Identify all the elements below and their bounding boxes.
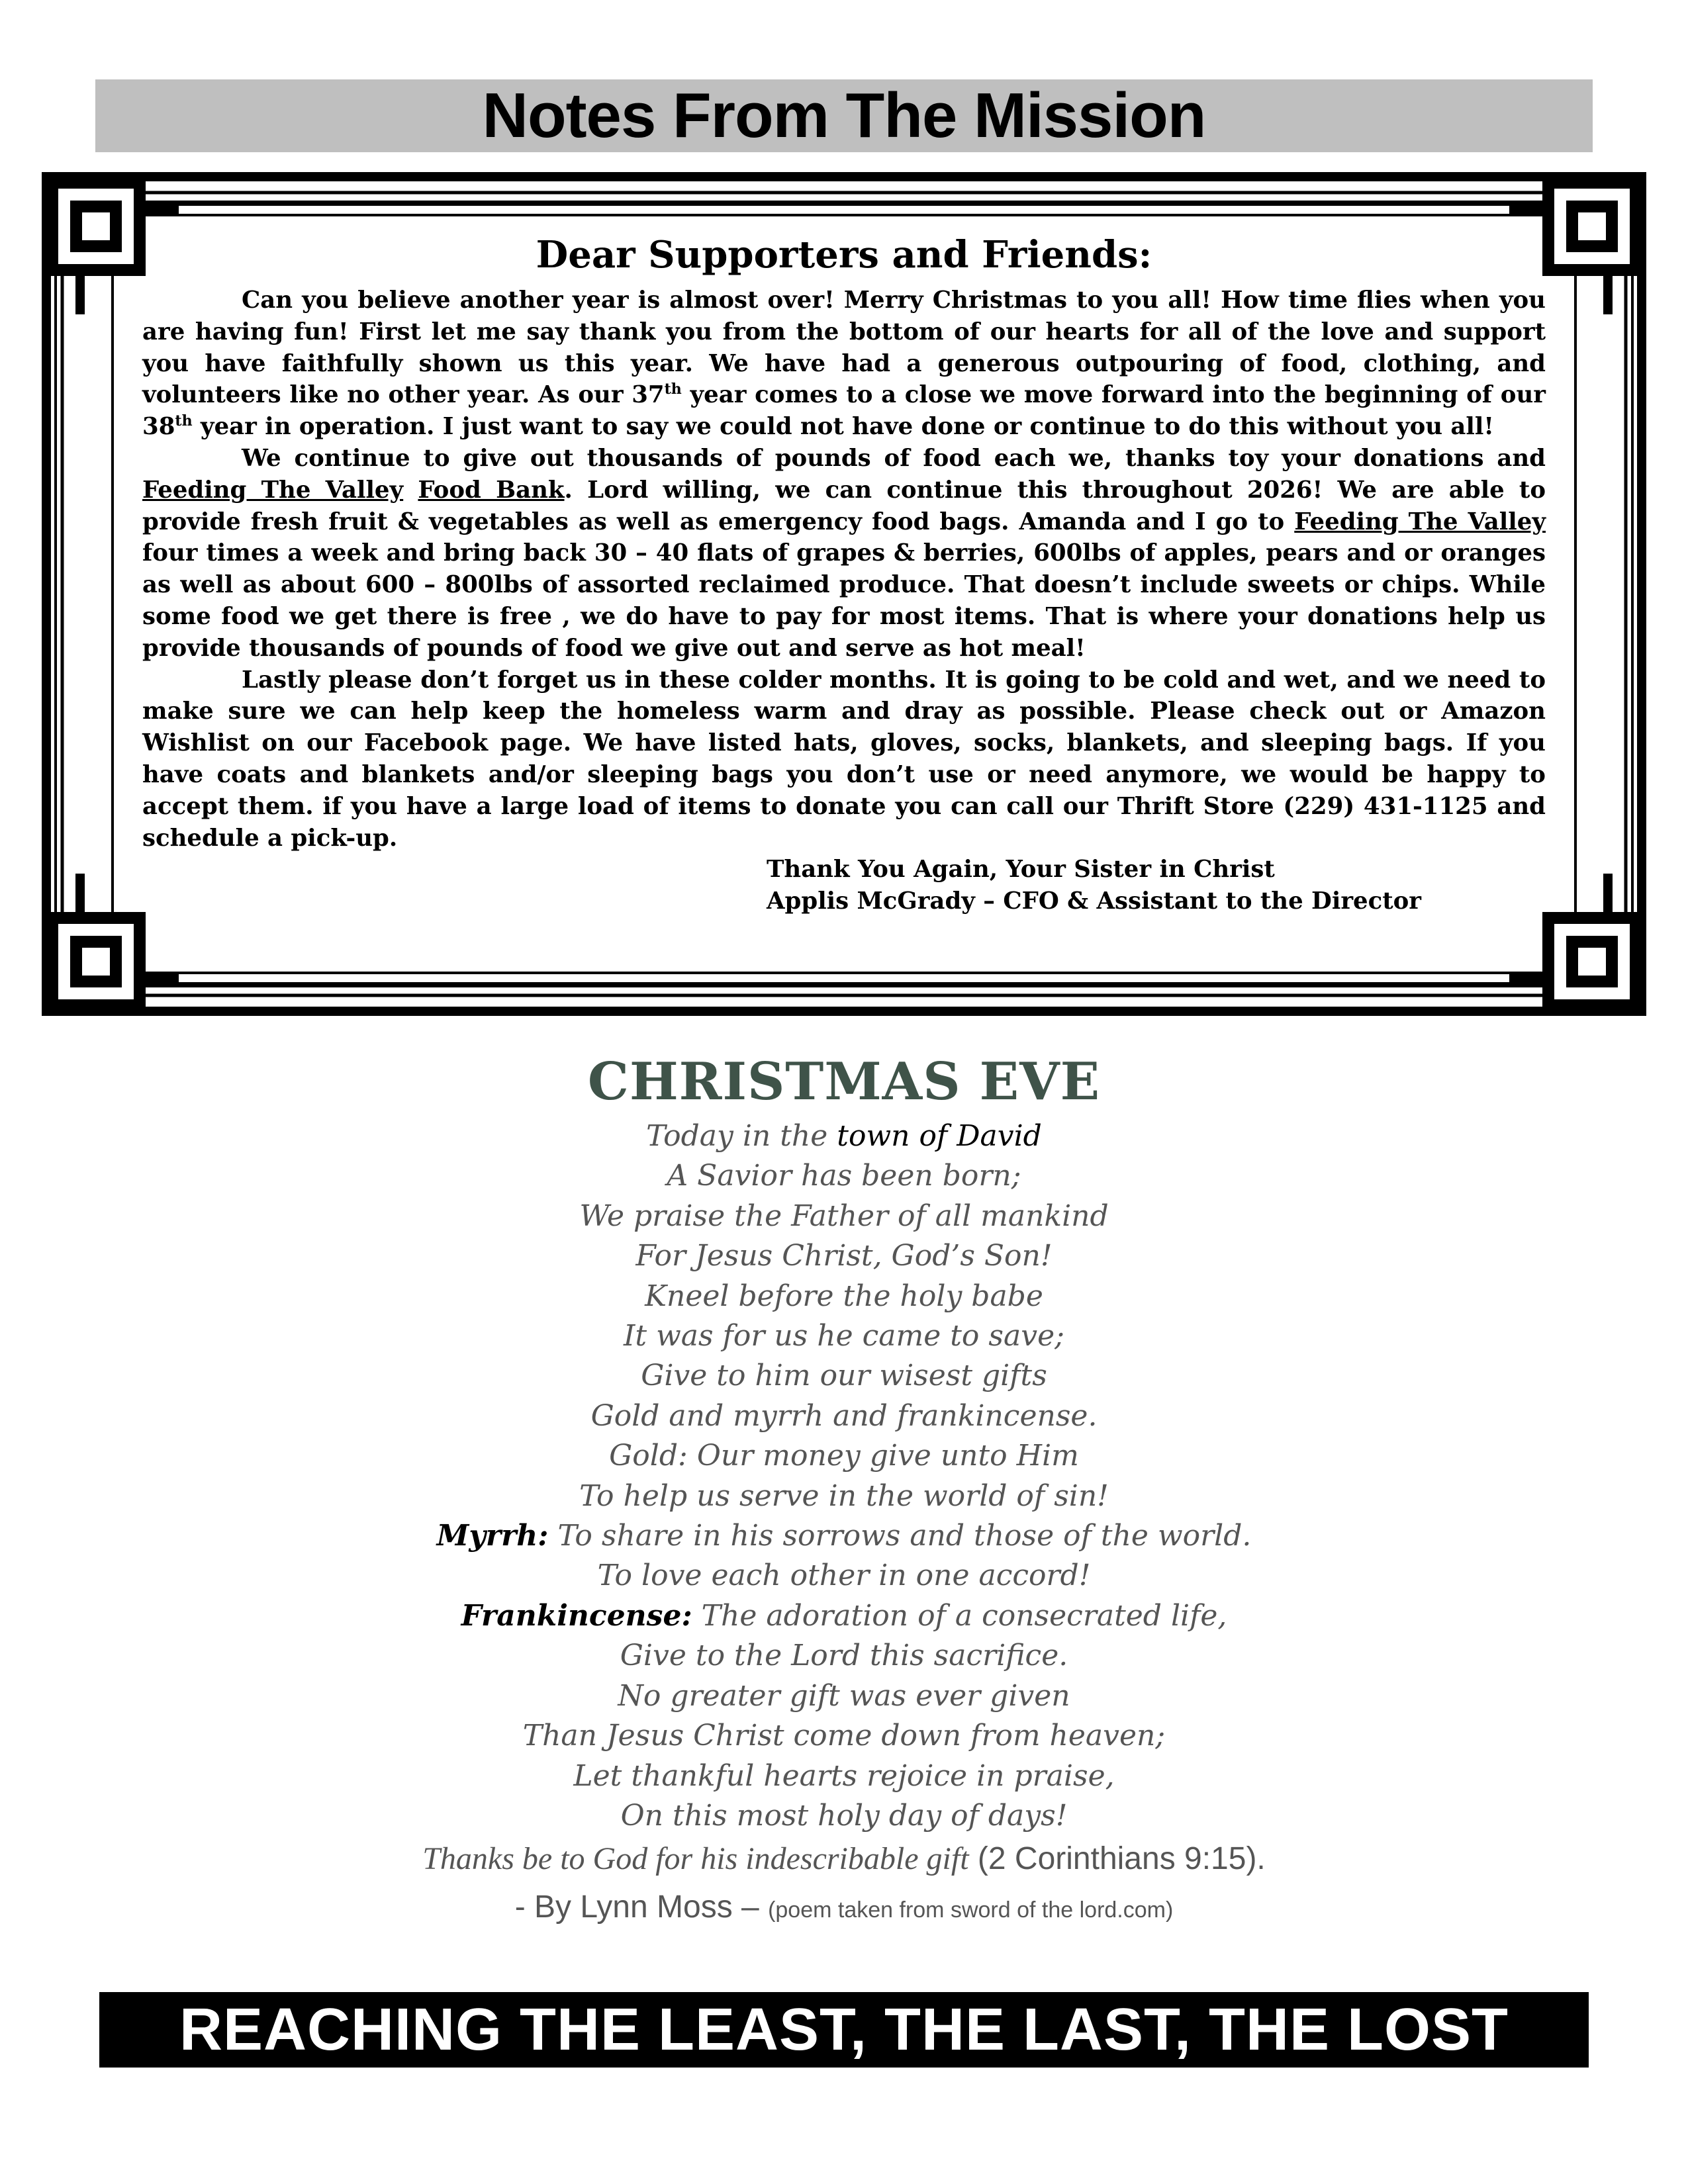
p1-superscript-1: th [664, 381, 682, 398]
header-banner [95, 79, 1593, 152]
p1-text-b: year comes to a close we move forward into the beginning of our 38 [142, 381, 1546, 441]
poem-section [199, 1049, 1489, 1935]
poem-line: On this most holy day of days! [620, 1798, 1068, 1833]
footer-banner [99, 1992, 1589, 2068]
poem-line-1b: town of David [837, 1119, 1042, 1153]
footer-motto: REACHING THE LEAST, THE LAST, THE LOST [179, 1997, 1509, 2063]
p1-text-a: Can you believe another year is almost over! Merry Christmas to you all! How time flies when you are having fun! First let me say thank you from the bottom of our hearts for all of the love and support you have faithfully shown us this year. We have had a generous outpouring of food, clothing, and volunteers like no other year. As our 37 [142, 287, 1546, 409]
poem-line: To help us serve in the world of sin! [579, 1479, 1109, 1513]
poem-line [199, 1596, 1489, 1636]
feeding-the-valley-link-2[interactable]: Feeding The Valley [1294, 508, 1546, 535]
letter-paragraph-1 [142, 285, 1546, 443]
p1-superscript-2: th [175, 412, 193, 430]
p2-text-b: . Lord willing, we can continue this throughout 2026! We are able to provide fresh fruit & vegetables as well as emergency food bags. Amanda and I go to [142, 476, 1546, 535]
poem-source: (poem taken from sword of the lord.com) [768, 1897, 1174, 1923]
poem-line: It was for us he came to save; [624, 1319, 1064, 1353]
poem-line [199, 1516, 1489, 1556]
poem-line: To love each other in one accord! [597, 1559, 1091, 1593]
p1-text-c: year in operation. I just want to say we could not have done or continue to do this without you all! [192, 413, 1494, 441]
letter-paragraph-2 [142, 443, 1546, 664]
poem-line: Gold and myrrh and frankincense. [590, 1398, 1098, 1433]
p2-text-c: four times a week and bring back 30 – 40 flats of grapes & berries, 600lbs of apples, pears and or oranges as well as about 600 – 800lbs of assorted reclaimed produce. That doesn’t include sweets or chips. While some food we get there is free , we do have to pay for most items. That is where your donations help us provide thousands of pounds of food we give out and serve as hot meal! [142, 539, 1546, 662]
poem-line-13-rest: The adoration of a consecrated life, [692, 1598, 1227, 1633]
page-title: Notes From The Mission [482, 80, 1206, 151]
poem-line-13-lead: Frankincense: [461, 1598, 692, 1633]
poem-line-11-lead: Myrrh: [436, 1519, 549, 1553]
verse-text: Thanks be to God for his indescribable gift [422, 1841, 969, 1877]
poem-line: A Savior has been born; [667, 1159, 1021, 1193]
poem-line: Than Jesus Christ come down from heaven; [522, 1719, 1166, 1753]
poem-line-1a: Today in the [646, 1119, 837, 1153]
verse-reference: (2 Corinthians 9:15). [968, 1841, 1266, 1877]
p2-space [403, 477, 418, 504]
letter-greeting: Dear Supporters and Friends: [536, 233, 1152, 277]
bible-verse [199, 1836, 1489, 1882]
poem-line: We praise the Father of all mankind [579, 1199, 1109, 1233]
poem-line: For Jesus Christ, God’s Son! [635, 1239, 1053, 1273]
signature-line-1: Thank You Again, Your Sister in Christ [767, 856, 1275, 884]
poem-title: CHRISTMAS EVE [587, 1052, 1101, 1112]
poem-line-11-rest: To share in his sorrows and those of the world. [548, 1519, 1252, 1553]
poem-line: Gold: Our money give unto Him [609, 1439, 1079, 1473]
poem-line [199, 1116, 1489, 1156]
poem-line: No greater gift was ever given [618, 1678, 1070, 1713]
letter-paragraph-3: Lastly please don’t forget us in these colder months. It is going to be cold and wet, and we need to make sure we can help keep the homeless warm and dray as possible. Please check out or Amazon Wishlist on our Facebook page. We have listed hats, gloves, socks, blankets, and sleeping bags. If you have coats and blankets and/or sleeping bags you don’t use or need anymore, we would be happy to accept them. if you have a large load of items to donate you can call our Thrift Store (229) 431-1125 and schedule a pick-up. [142, 666, 1546, 852]
author-credit: - By Lynn Moss – [514, 1889, 769, 1925]
poem-line: Kneel before the holy babe [645, 1279, 1043, 1313]
p2-text-a: We continue to give out thousands of pounds of food each we, thanks toy your donations and [242, 444, 1546, 472]
letter-body [142, 232, 1546, 917]
poem-line: Give to him our wisest gifts [641, 1359, 1047, 1393]
poem-line: Give to the Lord this sacrifice. [620, 1639, 1068, 1673]
poem-line: Let thankful hearts rejoice in praise, [573, 1758, 1115, 1793]
food-bank-link[interactable]: Food Bank [418, 476, 565, 504]
poem-byline [199, 1882, 1489, 1935]
feeding-the-valley-link[interactable]: Feeding The Valley [142, 476, 404, 504]
signature-line-2: Applis McGrady – CFO & Assistant to the Director [767, 887, 1422, 915]
